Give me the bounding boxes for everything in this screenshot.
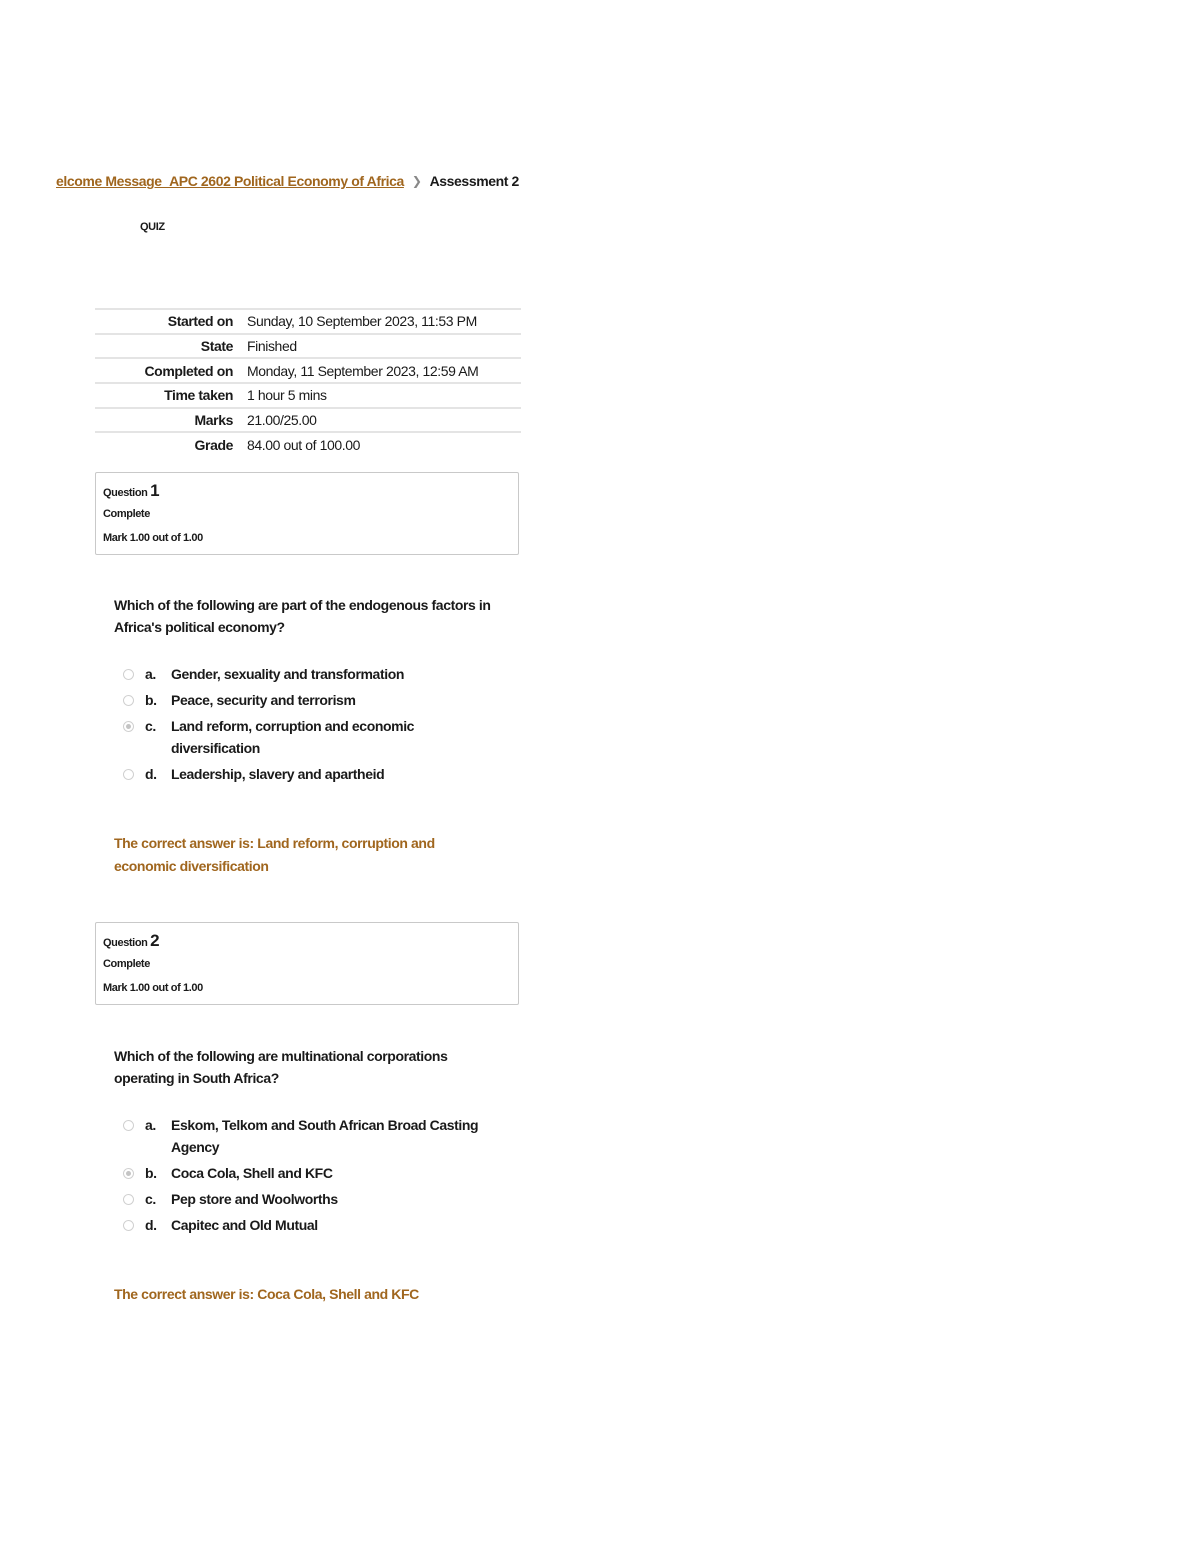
breadcrumb-course-link[interactable]: elcome Message_APC 2602 Political Economy of Africa <box>56 173 404 189</box>
answer-letter: b. <box>145 692 157 708</box>
question-state: Complete <box>103 958 150 970</box>
radio-button-selected[interactable] <box>123 721 134 732</box>
answer-text: Coca Cola, Shell and KFC <box>171 1164 333 1181</box>
radio-button[interactable] <box>123 669 134 680</box>
answer-text: Eskom, Telkom and South African Broad Casting Agency <box>171 1117 479 1155</box>
answer-text: Pep store and Woolworths <box>171 1190 338 1207</box>
answer-text: Leadership, slavery and apartheid <box>171 765 385 782</box>
question-number <box>103 481 511 501</box>
answer-option[interactable] <box>121 1215 511 1237</box>
page-type-label: QUIZ <box>140 221 165 233</box>
answer-option[interactable] <box>121 1163 511 1185</box>
correct-answer-feedback: The correct answer is: Land reform, corruption and economic diversification <box>114 835 435 874</box>
summary-label: Marks <box>194 412 233 429</box>
summary-value: Monday, 11 September 2023, 12:59 AM <box>247 362 479 379</box>
question-text: Which of the following are multinational corporations operating in South Africa? <box>114 1048 448 1086</box>
question-state: Complete <box>103 508 150 520</box>
answer-letter: a. <box>145 666 156 682</box>
summary-label: Started on <box>167 313 233 330</box>
breadcrumb-current: Assessment 2 <box>429 173 519 189</box>
answer-option[interactable] <box>121 664 511 686</box>
radio-button-selected[interactable] <box>123 1168 134 1179</box>
summary-row <box>95 334 521 359</box>
question-label: Question <box>103 487 148 499</box>
question-mark: Mark 1.00 out of 1.00 <box>103 532 203 544</box>
question-text: Which of the following are part of the endogenous factors in Africa's political economy? <box>114 597 491 635</box>
attempt-summary-table <box>95 308 521 457</box>
answer-option[interactable] <box>121 1189 511 1211</box>
summary-label: Completed on <box>144 362 233 379</box>
answer-letter: c. <box>145 1190 156 1207</box>
summary-value: 21.00/25.00 <box>247 412 317 429</box>
breadcrumb <box>56 173 519 189</box>
answer-option[interactable] <box>121 764 511 786</box>
summary-label: State <box>200 338 233 355</box>
answer-option[interactable] <box>121 690 511 712</box>
question-mark: Mark 1.00 out of 1.00 <box>103 982 203 994</box>
answer-list <box>121 1115 511 1241</box>
radio-button[interactable] <box>123 1120 134 1131</box>
answer-letter: d. <box>145 765 157 782</box>
answer-letter: c. <box>145 718 156 734</box>
correct-answer-feedback: The correct answer is: Coca Cola, Shell and KFC <box>114 1286 419 1302</box>
summary-row <box>95 383 521 408</box>
answer-text: Capitec and Old Mutual <box>171 1216 318 1233</box>
question-number-value: 1 <box>150 481 160 500</box>
question-label: Question <box>103 937 148 949</box>
summary-value: 84.00 out of 100.00 <box>247 437 361 454</box>
answer-letter: a. <box>145 1117 156 1133</box>
question-number <box>103 931 511 951</box>
answer-text: Gender, sexuality and transformation <box>171 666 404 682</box>
answer-list <box>121 664 511 790</box>
answer-letter: d. <box>145 1216 157 1233</box>
summary-row <box>95 358 521 383</box>
summary-value: Sunday, 10 September 2023, 11:53 PM <box>247 313 477 330</box>
radio-button[interactable] <box>123 1194 134 1205</box>
answer-text: Peace, security and terrorism <box>171 692 356 708</box>
answer-option[interactable] <box>121 1115 511 1158</box>
summary-label: Time taken <box>164 387 233 404</box>
summary-label: Grade <box>194 437 233 454</box>
summary-value: 1 hour 5 mins <box>247 387 327 404</box>
question-info-box <box>95 472 519 555</box>
radio-button[interactable] <box>123 1220 134 1231</box>
radio-button[interactable] <box>123 695 134 706</box>
summary-row <box>95 309 521 334</box>
radio-button[interactable] <box>123 769 134 780</box>
summary-row <box>95 408 521 433</box>
answer-letter: b. <box>145 1164 157 1181</box>
question-info-box <box>95 922 519 1005</box>
chevron-right-icon: ❯ <box>411 174 422 188</box>
summary-value: Finished <box>247 338 297 355</box>
answer-text: Land reform, corruption and economic diversification <box>171 718 415 756</box>
question-number-value: 2 <box>150 931 160 950</box>
answer-option[interactable] <box>121 716 511 759</box>
summary-row <box>95 432 521 457</box>
